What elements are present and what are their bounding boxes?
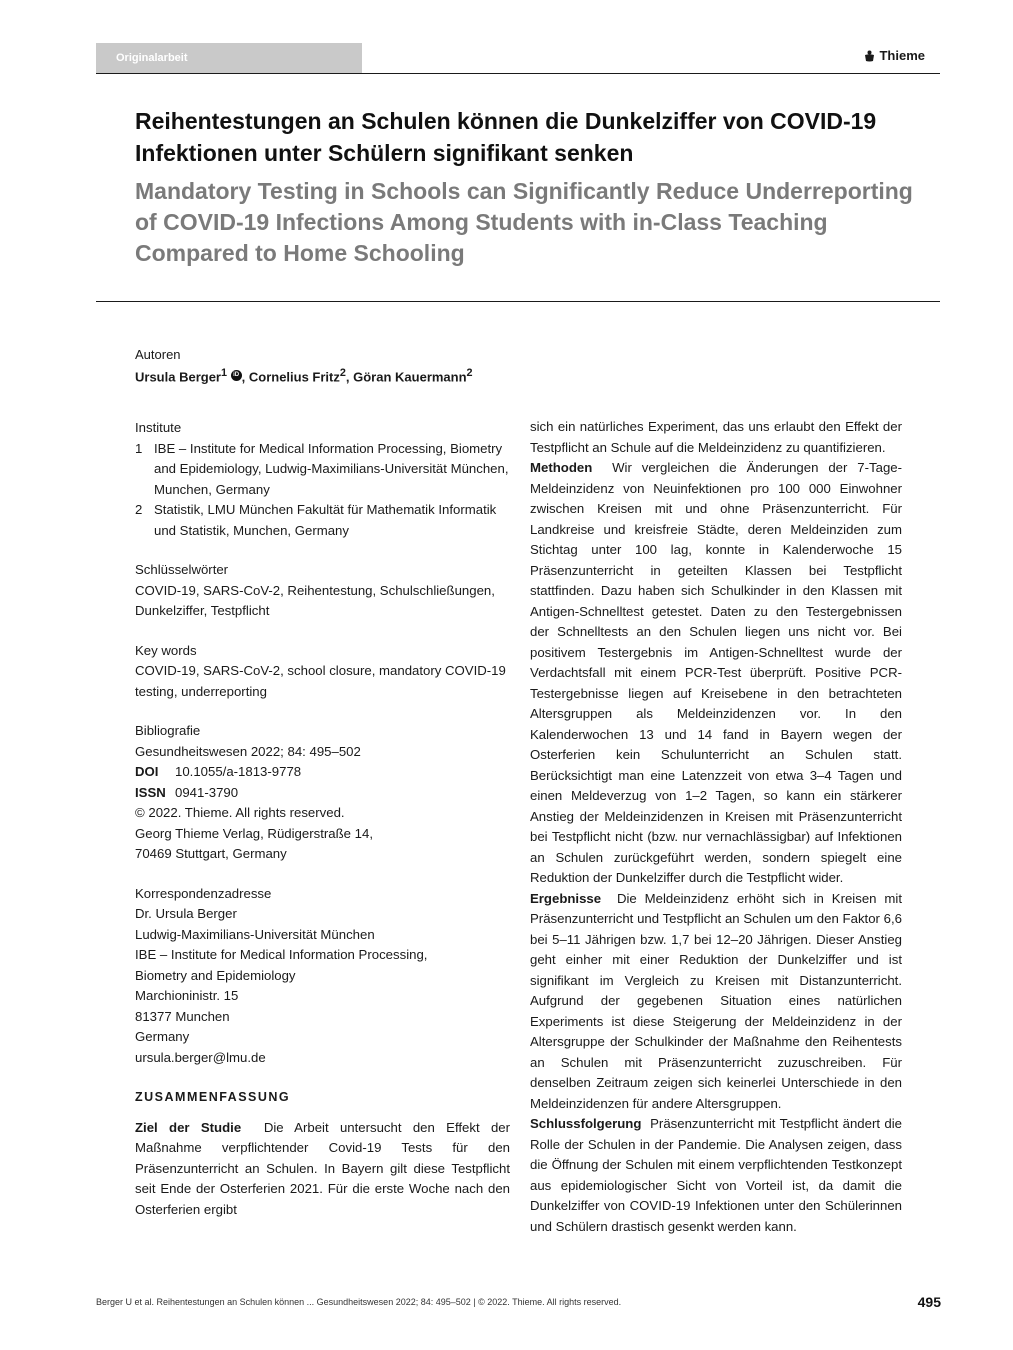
schluesselwoerter-text: COVID-19, SARS-CoV-2, Reihentestung, Schulschließungen, Dunkelziffer, Testpflicht [135,582,495,618]
ziel-heading: Ziel der Studie [135,1119,242,1135]
ergebnisse-paragraph [530,889,902,1115]
email-link[interactable]: ursula.berger@lmu.de [135,1049,266,1065]
schluesselwoerter-label: Schlüsselwörter [135,562,229,577]
institutes-section [135,418,510,541]
issn-line [135,783,510,804]
address-line: Marchioninistr. 15 [135,988,239,1003]
schluss-text: Präsenzunterricht mit Testpflicht ändert die Rolle der Schulen in der Pandemie. Die Analysen zeigen, dass die Öffnung der Schulen mit einem verpflichtenden Testkonzept aus epidemiologischer Sicht von Vorteil ist, da damit die Dunkelziffer von COVID-19 Infektionen unter den Schülerinnen und Schülern drastisch gesenkt werden kann. [530,1116,902,1234]
doi-label: DOI [135,764,159,779]
publisher-name: Thieme [879,48,925,63]
author-1-affiliation: 1 [220,367,228,379]
author-3: , Göran Kauermann [345,369,467,385]
authors-label: Autoren [135,347,181,362]
title-german: Reihentestungen an Schulen können die Dunkelziffer von COVID-19 Infektionen unter Schülern signifikant senken [135,108,877,166]
schluesselwoerter-section [135,560,510,622]
left-column [135,418,510,1220]
address-line: Dr. Ursula Berger [135,906,237,921]
author-3-affiliation: 2 [466,367,473,379]
institutes-label: Institute [135,420,182,435]
doi-line [135,762,510,783]
institute-number: 1 [135,440,143,456]
doi-value[interactable]: 10.1055/a-1813-9778 [175,764,302,779]
keywords-section [135,641,510,703]
institute-text: IBE – Institute for Medical Information Processing, Biometry and Epidemiology, Ludwig-Maximilians-Universität München, Munchen, Germany [154,440,509,497]
bibliografie-label: Bibliografie [135,723,201,738]
footer-citation: Berger U et al. Reihentestungen an Schulen können ... Gesundheitswesen 2022; 84: 495–502 | © 2022. Thieme. All rights reserved. [96,1297,622,1307]
author-2-affiliation: 2 [339,367,346,379]
right-column [530,417,902,1237]
issn-label: ISSN [135,784,166,800]
methoden-text: Wir vergleichen die Änderungen der 7-Tage-Meldeinzidenz von Neuinfektionen pro 100 000 Einwohner zwischen Kreisen mit und ohne Präsenzunterricht. Für Landkreise und kreisfreie Städte, deren Meldeinziden zum Stichtag unter 100 lag, konnte in Kalenderwoche 15 Präsenzunterricht in geteilten Klassen bei Testpflicht stattfinden. Dazu haben sich Schulkinder in den Klassen mit Antigen-Schnelltest getestet. Daten zu den Testergebnissen der Schnelltests an den Schulen liegen uns nicht vor. Bei positivem Testergebnis im Antigen-Schnelltest wurde der Verdachtsfall mit einem PCR-Test überprüft. Positive PCR-Testergebnisse liegen auf Kreisebene in den betrachteten Altersgruppen als Meldeinzidenzen vor. In den Kalenderwochen 13 und 14 fand in Bayern wegen der Osterferien kein Schulunterricht an Schulen statt. Berücksichtigt man eine Latenzzeit von etwa 3–4 Tagen und einen Meldeverzug von 1–2 Tagen, so kann ein stärkerer Anstieg der Meldeinzidenzen in Kreisen mit Präsenzunterricht bei Testpflicht nicht (bzw. nur vernachlässigbar) auf Infektionen an Schulen zurückgeführt werden, sondern spiegelt eine Reduktion der Dunkelziffer durch die Testpflicht wider. [530,460,903,885]
korrespondenz-label: Korrespondenzadresse [135,885,272,901]
schluss-paragraph [530,1114,902,1237]
citation: Gesundheitswesen 2022; 84: 495–502 [135,743,361,759]
address-line: IBE – Institute for Medical Information Processing, [135,947,428,962]
ziel-continuation: sich ein natürliches Experiment, das uns erlaubt den Effekt der Testpflicht an Schule auf die Meldeinzidenz zu quantifizieren. [530,419,902,455]
methoden-paragraph [530,458,902,889]
bibliografie-section [135,721,510,865]
institute-number: 2 [135,502,143,517]
issn-value: 0941-3790 [175,784,239,800]
zusammenfassung-heading: ZUSAMMENFASSUNG [135,1090,291,1104]
publisher-address-1: Georg Thieme Verlag, Rüdigerstraße 14, [135,825,373,841]
address-line: Germany [135,1029,190,1044]
keywords-label: Key words [135,642,197,658]
schluss-heading: Schlussfolgerung [530,1116,642,1131]
publisher-address-2: 70469 Stuttgart, Germany [135,846,287,861]
ergebnisse-text: Die Meldeinzidenz erhöht sich in Kreisen mit Präsenzunterricht und Testpflicht an Schulen um den Faktor 6,6 bei 5–11 Jährigen bzw. 1,7 bei 12–20 Jährigen. Dieser Anstieg geht einher mit einer Reduktion der Dunkelziffer und ist signifikant im Vergleich zu Kreisen mit Distanzunterricht. Aufgrund der gegebenen Situation eines natürlichen Experiments ist diese Steigerung der Meldeinzidenz in der Altersgruppe der Schulkinder der Maßnahme den Reihentests an Schulen mit Präsenzunterricht zuzuschreiben. Für denselben Zeitraum zeigen sich keinerlei Unterschiede in den Meldeinzidenzen für andere Altersgruppen. [530,890,903,1111]
address-line: 81377 Munchen [135,1008,230,1024]
institute-item [135,439,510,501]
publisher-logo [864,48,925,63]
page-number: 495 [917,1294,941,1310]
title-divider [96,301,940,302]
institute-item [135,500,510,541]
address-line: Ludwig-Maximilians-Universität München [135,926,375,942]
methoden-heading: Methoden [530,460,593,475]
ergebnisse-heading: Ergebnisse [530,890,602,906]
institute-text: Statistik, LMU München Fakultät für Mathematik Informatik und Statistik, Munchen, Germany [154,502,497,538]
section-tag [96,43,362,73]
orcid-icon[interactable]: iD [231,370,242,381]
author-1: Ursula Berger [135,369,221,385]
section-tag-label: Originalarbeit [116,52,188,64]
authors-list [135,364,473,386]
keywords-text: COVID-19, SARS-CoV-2, school closure, mandatory COVID-19 testing, underreporting [135,663,506,699]
header-divider [96,73,940,74]
ziel-text: Die Arbeit untersucht den Effekt der Maßnahme verpflichtender Covid-19 Tests für den Präsenzunterricht an Schulen. In Bayern gilt diese Testpflicht seit Ende der Osterferien 2021. Für die erste Woche nach den Osterferien ergibt [135,1119,511,1217]
thieme-logo-icon [864,50,875,62]
ziel-paragraph [135,1118,510,1221]
copyright: © 2022. Thieme. All rights reserved. [135,805,345,820]
title-english: Mandatory Testing in Schools can Significantly Reduce Underreporting of COVID-19 Infections Among Students with in-Class Teaching Compared to Home Schooling [135,178,913,266]
address-line: Biometry and Epidemiology [135,967,296,983]
korrespondenz-section [135,884,510,1069]
author-2: , Cornelius Fritz [241,369,340,385]
authors-block [135,345,473,386]
